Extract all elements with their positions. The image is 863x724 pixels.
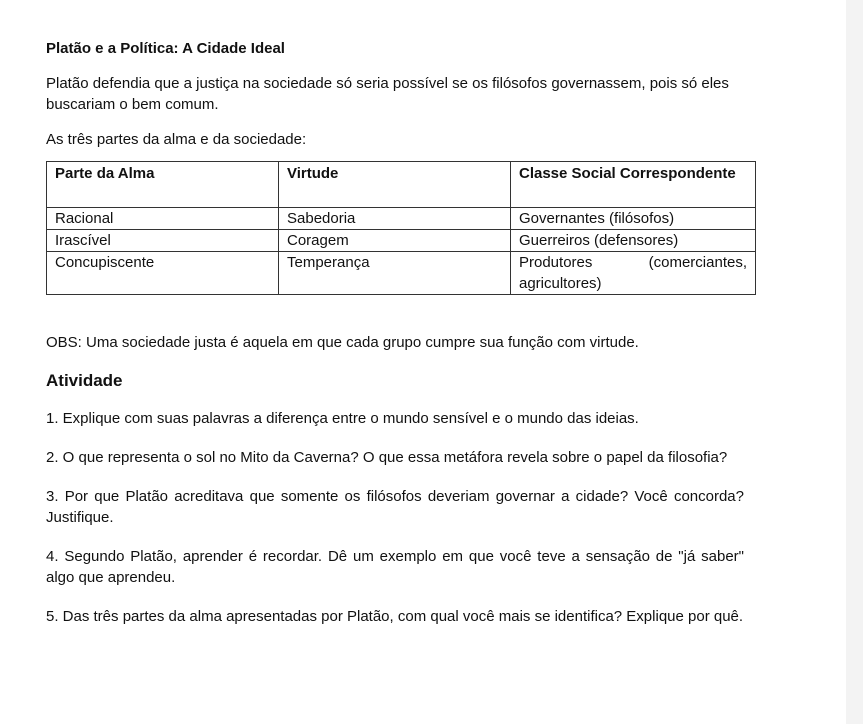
question-5: 5. Das três partes da alma apresentadas por Platão, com qual você mais se identifica? Explique por quê. (46, 608, 744, 625)
header-soul-part: Parte da Alma (47, 162, 279, 208)
obs-note: OBS: Uma sociedade justa é aquela em que cada grupo cumpre sua função com virtude. (46, 334, 639, 351)
cell-social-class: Produtores (comerciantes, agricultores) (511, 252, 756, 295)
document-title: Platão e a Política: A Cidade Ideal (46, 40, 285, 57)
question-2: 2. O que representa o sol no Mito da Caverna? O que essa metáfora revela sobre o papel da filosofia? (46, 449, 728, 466)
table-row (47, 252, 756, 295)
intro-paragraph: Platão defendia que a justiça na sociedade só seria possível se os filósofos governassem, pois só eles buscariam o bem comum. (46, 75, 729, 113)
activity-heading: Atividade (46, 371, 123, 390)
header-virtue: Virtude (279, 162, 511, 208)
table-header-row (47, 162, 756, 208)
question-1: 1. Explique com suas palavras a diferença entre o mundo sensível e o mundo das ideias. (46, 410, 639, 427)
cell-soul-part: Irascível (47, 230, 279, 252)
question-4: 4. Segundo Platão, aprender é recordar. Dê um exemplo em que você teve a sensação de "já saber" algo que aprendeu. (46, 548, 744, 586)
cell-soul-part: Racional (47, 208, 279, 230)
cell-social-class: Governantes (filósofos) (511, 208, 756, 230)
table-row (47, 208, 756, 230)
cell-virtue: Coragem (279, 230, 511, 252)
document-content (46, 38, 747, 645)
table-lead-text: As três partes da alma e da sociedade: (46, 131, 307, 148)
header-social-class: Classe Social Correspondente (511, 162, 756, 208)
cell-soul-part: Concupiscente (47, 252, 279, 295)
cell-virtue: Temperança (279, 252, 511, 295)
soul-parts-table (46, 161, 756, 295)
question-3: 3. Por que Platão acreditava que somente os filósofos deveriam governar a cidade? Você concorda? Justifique. (46, 488, 744, 526)
cell-social-class: Guerreiros (defensores) (511, 230, 756, 252)
table-row (47, 230, 756, 252)
cell-virtue: Sabedoria (279, 208, 511, 230)
right-gutter (846, 0, 863, 724)
